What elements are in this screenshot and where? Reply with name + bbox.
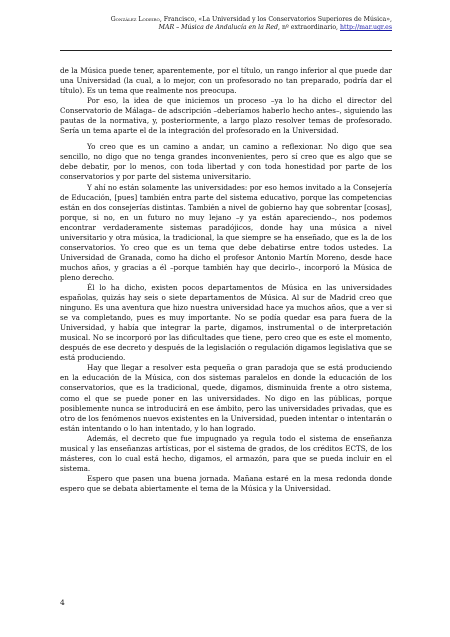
header-issue: , nº extraordinario, [278, 24, 340, 32]
header-citation [60, 16, 392, 24]
paragraph: Espero que pasen una buena jornada. Mañana estaré en la mesa redonda donde espero que se debata abiertamente el tema de la Música y la Universidad. [60, 473, 392, 493]
header-rule [60, 50, 392, 51]
header-journal: MAR – Música de Andalucía en la Red [158, 24, 279, 32]
header-url-link[interactable]: http://mar.ugr.es [340, 24, 392, 32]
paragraph: Él lo ha dicho, existen pocos departamentos de Música en las universidades españolas, quizás hay seis o siete departamentos de Música. Al sur de Madrid creo que ninguno. Es una aventura que hizo nuestra universidad hace ya muchos años, que a ver si se va completando, pues es muy importante. No se podía quedar esa para fuera de la Universidad, y había que integrar la parte, digamos, instrumental o de interpretación musical. No se incorporó por las dificultades que tiene, pero creo que es este el momento, después de ese decreto y después de la legislación o regulación digamos legislativa que se está produciendo. [60, 282, 392, 363]
paragraph: Y ahí no están solamente las universidades: por eso hemos invitado a la Consejería de Educación, [pues] también entra parte del sistema educativo, porque las competencias están en dos consejerías distintas. También a nivel de gobierno hay que sobrentar [cosas], porque, si no, en un futuro no muy lejano –y ya están apareciendo–, nos podemos encontrar verdaderamente sistemas paradójicos, donde hay una música a nivel universitario y otra música, la tradicional, la que siempre se ha enseñado, que es la de los conservatorios. Yo creo que es un tema que debe debatirse entre todos ustedes. La Universidad de Granada, como ha dicho el profesor Antonio Martín Moreno, desde hace muchos años, y gracias a él –porque también hay que decirlo–, incorporó la Música de pleno derecho. [60, 182, 392, 282]
paragraph: Yo creo que es un camino a andar, un camino a reflexionar. No digo que sea sencillo, no digo que no tenga grandes inconvenientes, pero sí creo que es algo que se debe debatir, por lo menos, con toda libertad y con toda honestidad por parte de los conservatorios y por parte del sistema universitario. [60, 142, 392, 182]
running-header [60, 16, 392, 33]
header-author: González Lodeiro [110, 16, 160, 23]
paragraph: de la Música puede tener, aparentemente, por el título, un rango inferior al que puede dar una Universidad (la cual, a lo mejor, con un profesorado no tan preparado, podría dar el título). Es un tema que realmente nos preocupa. [60, 66, 392, 96]
page-number: 4 [60, 598, 65, 607]
paragraph: Hay que llegar a resolver esta pequeña o gran paradoja que se está produciendo en la educación de la Música, con dos sistemas paralelos en donde la educación de los conservatorios, que es la tradicional, quede, digamos, disminuida frente a otro sistema, como el que se puede poner en las universidades. No digo en las públicas, porque posiblemente nunca se introducirá en ese ámbito, pero las universidades privadas, que es otro de los fenómenos nuevos existentes en la Universidad, pueden intentar o intentarán o están intentando o lo han intentado, y lo han logrado. [60, 363, 392, 433]
header-article-title: , Francisco, «La Universidad y los Conservatorios Superiores de Música», [159, 16, 392, 23]
header-journal-line [60, 24, 392, 32]
paragraph: Por eso, la idea de que iniciemos un proceso –ya lo ha dicho el director del Conservatorio de Málaga– de adscripción –deberíamos haberlo hecho antes–, siguiendo las pautas de la normativa, y, posteriormente, a largo plazo resolver temas de profesorado. Sería un tema aparte el de la integración del profesorado en la Universidad. [60, 96, 393, 136]
body-text [60, 66, 392, 494]
paragraph: Además, el decreto que fue impugnado ya regula todo el sistema de enseñanza musical y las enseñanzas artísticas, por el sistema de grados, de los créditos ECTS, de los másteres, con lo cual está hecho, digamos, el armazón, para que se pueda incluir en el sistema. [60, 433, 392, 473]
